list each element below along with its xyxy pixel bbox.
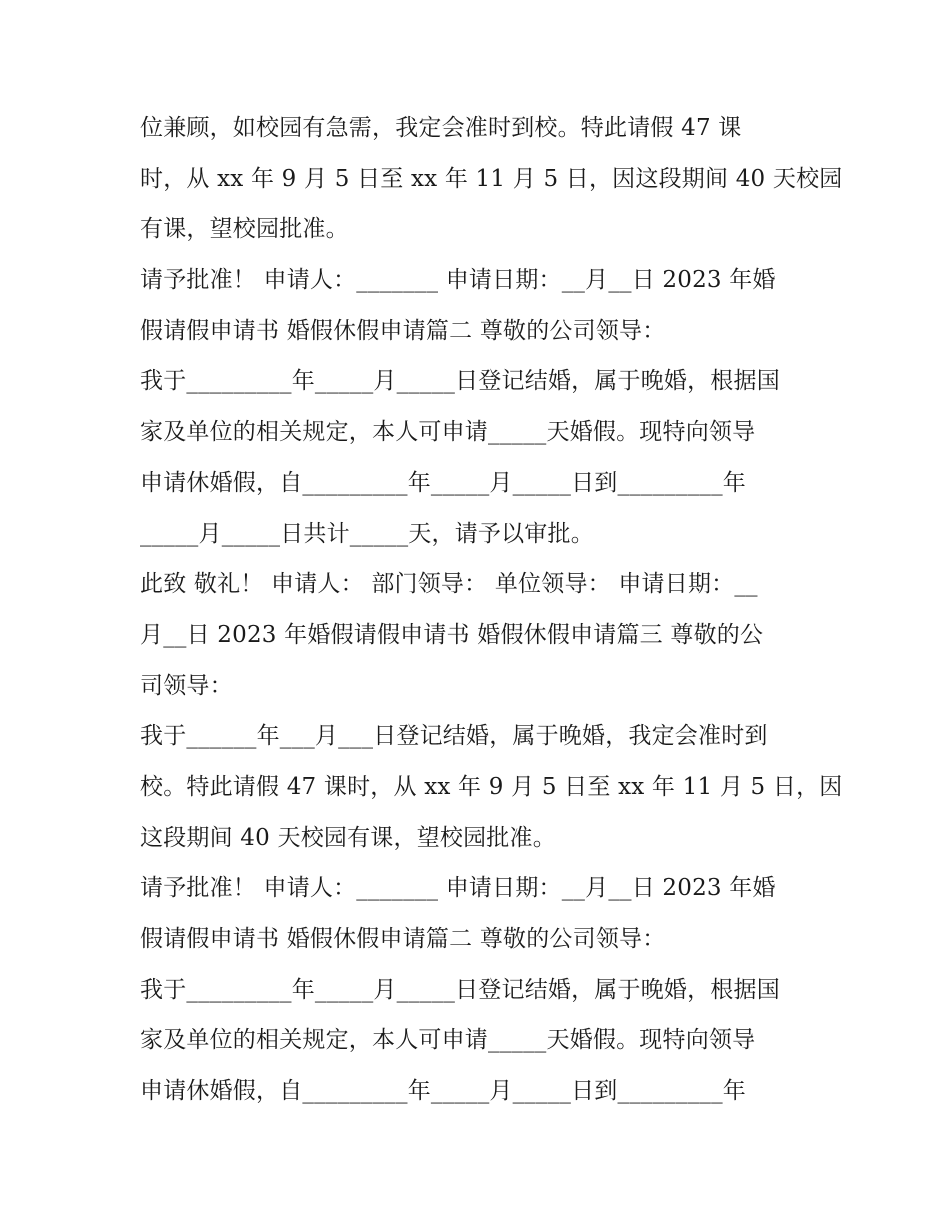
- text-line: 我于______年___月___日登记结婚，属于晚婚，我定会准时到: [140, 723, 768, 750]
- text-line: 这段期间 40 天校园有课，望校园批准。: [140, 824, 556, 851]
- text-line: 位兼顾，如校园有急需，我定会准时到校。特此请假 47 课: [140, 115, 742, 141]
- text-line: 月__日 2023 年婚假请假申请书 婚假休假申请篇三 尊敬的公: [140, 621, 764, 648]
- text-line: 我于_________年_____月_____日登记结婚，属于晚婚，根据国: [140, 368, 780, 395]
- text-line: 此致 敬礼！ 申请人： 部门领导： 单位领导： 申请日期：__: [140, 571, 758, 598]
- text-line: 请予批准！ 申请人：_______ 申请日期：__月__日 2023 年婚: [140, 875, 776, 902]
- text-line: 申请休婚假，自_________年_____月_____日到_________年: [140, 1078, 746, 1105]
- text-line: 我于_________年_____月_____日登记结婚，属于晚婚，根据国: [140, 976, 780, 1003]
- text-line: _____月_____日共计_____天，请予以审批。: [140, 520, 594, 547]
- text-line: 假请假申请书 婚假休假申请篇二 尊敬的公司领导：: [140, 317, 666, 344]
- text-line: 有课，望校园批准。: [140, 216, 349, 243]
- text-line: 司领导：: [140, 672, 233, 699]
- text-line: 申请休婚假，自_________年_____月_____日到_________年: [140, 469, 746, 496]
- text-line: 校。特此请假 47 课时，从 xx 年 9 月 5 日至 xx 年 11 月 5 日，因: [140, 773, 843, 800]
- text-line: 假请假申请书 婚假休假申请篇二 尊敬的公司领导：: [140, 926, 666, 952]
- text-line: 家及单位的相关规定，本人可申请_____天婚假。现特向领导: [140, 419, 756, 446]
- text-line: 时，从 xx 年 9 月 5 日至 xx 年 11 月 5 日，因这段期间 40 天校园: [140, 165, 843, 192]
- text-line: 家及单位的相关规定，本人可申请_____天婚假。现特向领导: [140, 1027, 756, 1054]
- text-line: 请予批准！ 申请人：_______ 申请日期：__月__日 2023 年婚: [140, 267, 776, 294]
- document-body: [140, 103, 843, 1117]
